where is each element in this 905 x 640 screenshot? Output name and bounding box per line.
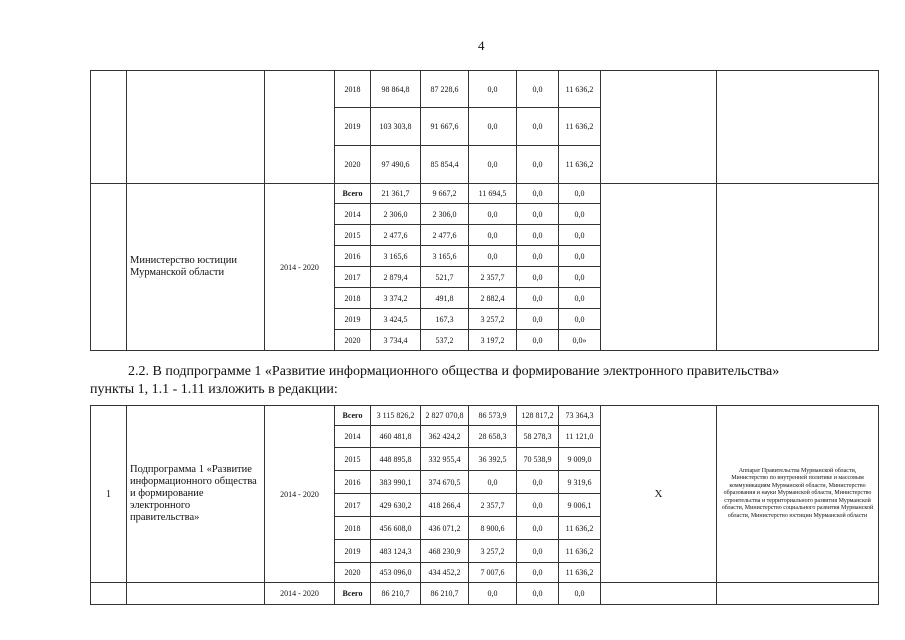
cell-value: 9 667,2 — [421, 184, 469, 204]
cell-value: 383 990,1 — [371, 471, 421, 494]
bottom-table — [90, 405, 879, 605]
cell-empty — [265, 71, 335, 184]
cell-value: 2 306,0 — [371, 204, 421, 225]
cell-empty — [91, 583, 127, 605]
cell-year: 2016 — [335, 471, 371, 494]
cell-value: 0,0 — [559, 288, 601, 309]
cell-value: 460 481,8 — [371, 426, 421, 448]
cell-value: 2 357,7 — [469, 494, 517, 517]
cell-value: 3 374,2 — [371, 288, 421, 309]
executors-list: Аппарат Правительства Мурманской области, Министерство по внутренней политике и массовым коммуникациям Мурманской области, Министерство образования и науки Мурманской области, Министерство строительства и территориального развития Мурманской области, Министерство социального развития Мурманской области, Министерство юстиции Мурманской области — [717, 406, 879, 583]
cell-value: 0,0 — [559, 309, 601, 330]
cell-value: 8 900,6 — [469, 517, 517, 540]
cell-value: 0,0 — [469, 204, 517, 225]
cell-value: 418 266,4 — [421, 494, 469, 517]
cell-value: 86 573,9 — [469, 406, 517, 426]
cell-value: 0,0 — [517, 184, 559, 204]
cell-value: 128 817,2 — [517, 406, 559, 426]
cell-year: 2014 — [335, 426, 371, 448]
cell-value: 11 636,2 — [559, 108, 601, 146]
cell-year: 2020 — [335, 330, 371, 351]
cell-value: 483 124,3 — [371, 540, 421, 563]
cell-value: 537,2 — [421, 330, 469, 351]
cell-value: 103 303,8 — [371, 108, 421, 146]
cell-value: 11 636,2 — [559, 146, 601, 184]
amendment-paragraph — [90, 363, 880, 399]
cell-value: 0,0 — [559, 204, 601, 225]
cell-empty — [91, 184, 127, 351]
subprogram-period: 2014 - 2020 — [265, 406, 335, 583]
cell-value: 167,3 — [421, 309, 469, 330]
cell-year: 2018 — [335, 288, 371, 309]
page-number: 4 — [478, 38, 485, 53]
cell-value: 73 364,3 — [559, 406, 601, 426]
cell-empty — [127, 583, 265, 605]
cell-empty — [717, 583, 879, 605]
cell-value: 3 257,2 — [469, 309, 517, 330]
cell-year: 2015 — [335, 225, 371, 246]
cell-value: 468 230,9 — [421, 540, 469, 563]
cell-value: 0,0 — [559, 225, 601, 246]
cell-empty — [717, 71, 879, 184]
cell-value: 2 879,4 — [371, 267, 421, 288]
cell-value: 9 006,1 — [559, 494, 601, 517]
cell-year: 2015 — [335, 448, 371, 471]
ministry-name: Министерство юстиции Мурманской области — [127, 184, 265, 351]
table-row — [91, 583, 879, 605]
cell-value: 0,0 — [559, 184, 601, 204]
cell-value: 0,0 — [559, 246, 601, 267]
top-table — [90, 70, 879, 351]
cell-value: 0,0 — [517, 471, 559, 494]
cell-year: 2018 — [335, 71, 371, 108]
cell-value: 0,0 — [517, 330, 559, 351]
paragraph-line: 2.2. В подпрограмме 1 «Развитие информационного общества и формирование электронного правительства» — [128, 364, 780, 379]
table-row — [91, 71, 879, 108]
cell-year: 2016 — [335, 246, 371, 267]
cell-value: 0,0 — [517, 204, 559, 225]
cell-value: 3 734,4 — [371, 330, 421, 351]
cell-value: 9 009,0 — [559, 448, 601, 471]
cell-value: 521,7 — [421, 267, 469, 288]
cell-year: Всего — [335, 184, 371, 204]
cell-value: 0,0 — [469, 583, 517, 605]
cell-year: 2019 — [335, 108, 371, 146]
cell-value: 0,0 — [517, 563, 559, 583]
cell-value: 91 667,6 — [421, 108, 469, 146]
cell-value: 0,0 — [517, 309, 559, 330]
cell-year: 2020 — [335, 146, 371, 184]
cell-value: 11 636,2 — [559, 563, 601, 583]
cell-empty — [717, 184, 879, 351]
cell-value: 86 210,7 — [421, 583, 469, 605]
cell-value: 36 392,5 — [469, 448, 517, 471]
cell-value: 0,0 — [517, 108, 559, 146]
cell-value: 0,0 — [469, 225, 517, 246]
cell-value: 332 955,4 — [421, 448, 469, 471]
cell-year: 2018 — [335, 517, 371, 540]
cell-value: 436 071,2 — [421, 517, 469, 540]
cell-value: 70 538,9 — [517, 448, 559, 471]
cell-value: 9 319,6 — [559, 471, 601, 494]
cell-value: 11 636,2 — [559, 71, 601, 108]
cell-value: 0,0 — [559, 583, 601, 605]
cell-value: 86 210,7 — [371, 583, 421, 605]
cell-value: 87 228,6 — [421, 71, 469, 108]
cell-value: 0,0 — [517, 71, 559, 108]
paragraph-line: пункты 1, 1.1 - 1.11 изложить в редакции: — [90, 382, 338, 397]
cell-year: Всего — [335, 406, 371, 426]
cell-year: 2017 — [335, 267, 371, 288]
cell-value: 3 257,2 — [469, 540, 517, 563]
cell-value: 21 361,7 — [371, 184, 421, 204]
cell-year: 2020 — [335, 563, 371, 583]
cell-period: 2014 - 2020 — [265, 583, 335, 605]
cell-value: 0,0 — [517, 288, 559, 309]
cell-value: 3 197,2 — [469, 330, 517, 351]
table-row — [91, 406, 879, 426]
cell-year: 2019 — [335, 540, 371, 563]
cell-value: 2 477,6 — [371, 225, 421, 246]
cell-empty — [601, 184, 717, 351]
mark-x: X — [601, 406, 717, 583]
cell-value: 2 357,7 — [469, 267, 517, 288]
cell-value: 0,0 — [517, 225, 559, 246]
cell-value: 2 827 070,8 — [421, 406, 469, 426]
cell-value: 434 452,2 — [421, 563, 469, 583]
cell-value: 491,8 — [421, 288, 469, 309]
cell-value: 98 864,8 — [371, 71, 421, 108]
cell-value: 11 636,2 — [559, 517, 601, 540]
cell-value: 3 115 826,2 — [371, 406, 421, 426]
cell-value: 448 895,8 — [371, 448, 421, 471]
cell-value: 3 165,6 — [421, 246, 469, 267]
cell-year: 2019 — [335, 309, 371, 330]
cell-value: 0,0» — [559, 330, 601, 351]
cell-value: 85 854,4 — [421, 146, 469, 184]
cell-value: 97 490,6 — [371, 146, 421, 184]
cell-value: 0,0 — [517, 583, 559, 605]
cell-value: 3 165,6 — [371, 246, 421, 267]
cell-value: 0,0 — [559, 267, 601, 288]
cell-value: 0,0 — [469, 146, 517, 184]
cell-value: 58 278,3 — [517, 426, 559, 448]
cell-year: Всего — [335, 583, 371, 605]
cell-value: 11 636,2 — [559, 540, 601, 563]
cell-empty — [91, 71, 127, 184]
cell-year: 2017 — [335, 494, 371, 517]
cell-value: 2 477,6 — [421, 225, 469, 246]
cell-value: 453 096,0 — [371, 563, 421, 583]
cell-empty — [601, 583, 717, 605]
cell-value: 456 608,0 — [371, 517, 421, 540]
cell-value: 0,0 — [469, 108, 517, 146]
cell-value: 0,0 — [517, 540, 559, 563]
cell-value: 0,0 — [469, 471, 517, 494]
cell-value: 7 007,6 — [469, 563, 517, 583]
cell-value: 0,0 — [469, 246, 517, 267]
cell-value: 0,0 — [517, 517, 559, 540]
cell-value: 0,0 — [517, 267, 559, 288]
cell-value: 0,0 — [517, 146, 559, 184]
cell-value: 2 882,4 — [469, 288, 517, 309]
table-row — [91, 184, 879, 204]
subprogram-name: Подпрограмма 1 «Развитие информационного общества и формирование электронного правительства» — [127, 406, 265, 583]
cell-value: 2 306,0 — [421, 204, 469, 225]
cell-value: 362 424,2 — [421, 426, 469, 448]
cell-value: 429 630,2 — [371, 494, 421, 517]
cell-value: 11 121,0 — [559, 426, 601, 448]
cell-value: 11 694,5 — [469, 184, 517, 204]
cell-empty — [127, 71, 265, 184]
row-number: 1 — [91, 406, 127, 583]
ministry-period: 2014 - 2020 — [265, 184, 335, 351]
cell-value: 0,0 — [469, 71, 517, 108]
cell-value: 3 424,5 — [371, 309, 421, 330]
cell-empty — [601, 71, 717, 184]
cell-year: 2014 — [335, 204, 371, 225]
cell-value: 28 658,3 — [469, 426, 517, 448]
cell-value: 0,0 — [517, 494, 559, 517]
cell-value: 374 670,5 — [421, 471, 469, 494]
cell-value: 0,0 — [517, 246, 559, 267]
